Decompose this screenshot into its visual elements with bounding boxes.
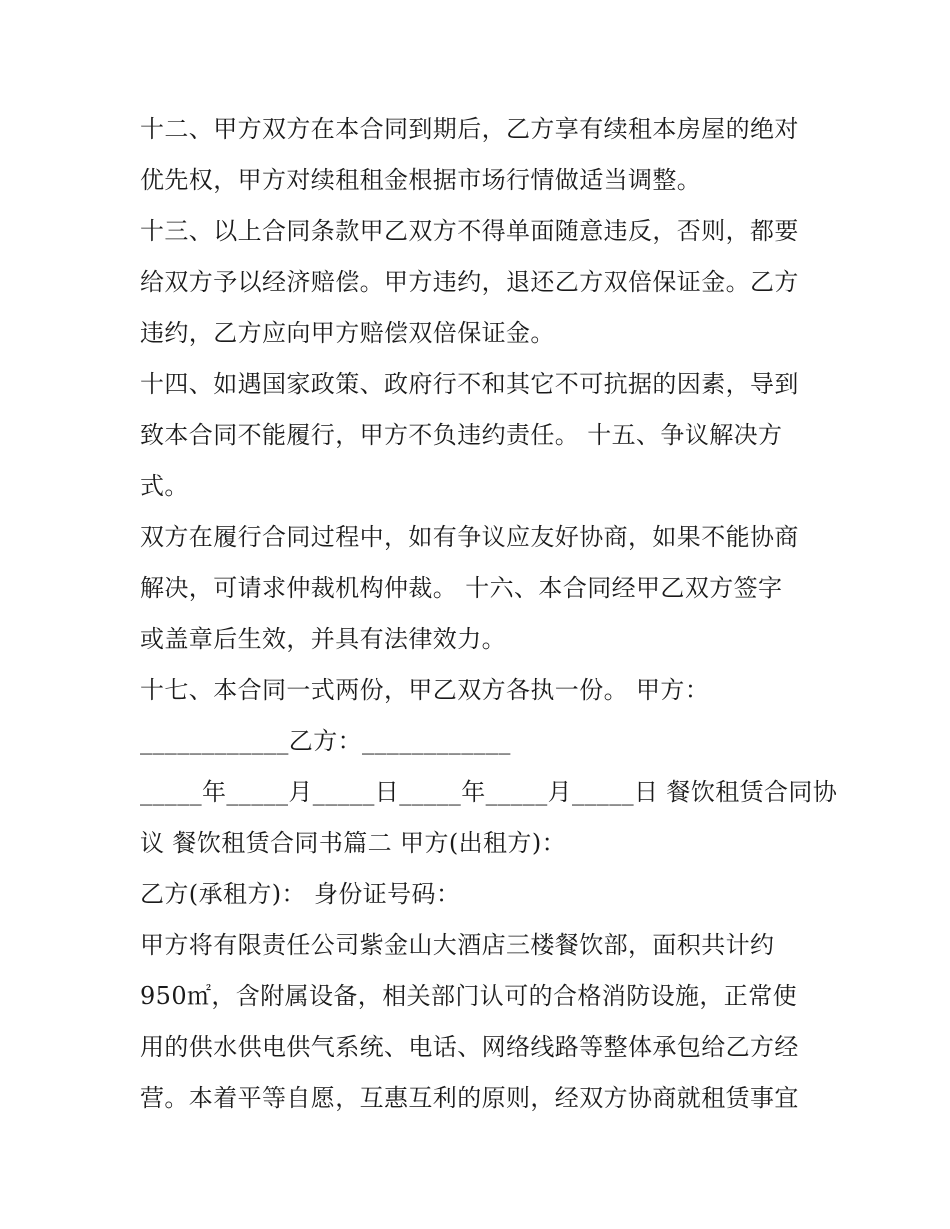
text-line: 优先权，甲方对续租租金根据市场行情做适当调整。 xyxy=(140,166,702,194)
text-line: 950㎡，含附属设备，相关部门认可的合格消防设施，正常使 xyxy=(140,982,798,1010)
text-line: 十四、如遇国家政策、政府行不和其它不可抗据的因素，导到 xyxy=(140,370,799,398)
signature-line: ____________乙方：____________ xyxy=(140,727,511,755)
text-line: 十七、本合同一式两份，甲乙双方各执一份。 甲方： xyxy=(140,676,710,704)
text-line: 给双方予以经济赔偿。甲方违约，退还乙方双倍保证金。乙方 xyxy=(140,268,799,296)
text-line: 解决，可请求仲裁机构仲裁。 十六、本合同经甲乙双方签字 xyxy=(140,574,783,602)
text-line: 乙方(承租方)： 身份证号码： xyxy=(140,880,461,908)
text-line: 十二、甲方双方在本合同到期后，乙方享有续租本房屋的绝对 xyxy=(140,115,799,143)
text-line: 致本合同不能履行，甲方不负违约责任。 十五、争议解决方 xyxy=(140,421,783,449)
text-line: 式。 xyxy=(140,472,189,500)
text-line: 用的供水供电供气系统、电话、网络线路等整体承包给乙方经 xyxy=(140,1033,799,1061)
text-line: 营。本着平等自愿，互惠互利的原则，经双方协商就租赁事宜 xyxy=(140,1084,799,1112)
text-line: 违约，乙方应向甲方赔偿双倍保证金。 xyxy=(140,319,555,347)
text-line: 双方在履行合同过程中，如有争议应友好协商，如果不能协商 xyxy=(140,523,799,551)
text-line: 议 餐饮租赁合同书篇二 甲方(出租方)： xyxy=(140,829,566,857)
contract-text-body xyxy=(140,104,838,1124)
text-line: 甲方将有限责任公司紫金山大酒店三楼餐饮部，面积共计约 xyxy=(140,931,775,959)
text-line: 十三、以上合同条款甲乙双方不得单面随意违反，否则，都要 xyxy=(140,217,799,245)
date-line: _____年_____月_____日_____年_____月_____日 餐饮租赁合同协 xyxy=(140,778,838,806)
text-line: 或盖章后生效，并具有法律效力。 xyxy=(140,625,506,653)
